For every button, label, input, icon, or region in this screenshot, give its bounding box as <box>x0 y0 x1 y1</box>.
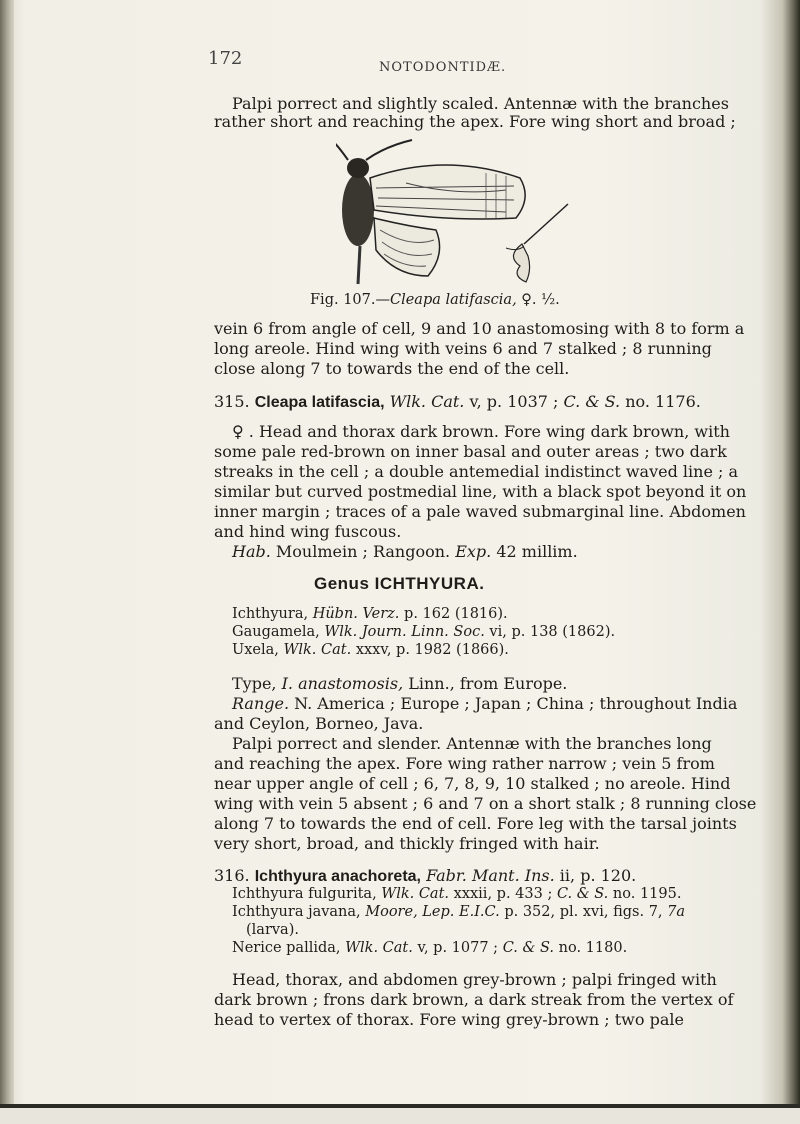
genus-desc-5: wing with vein 5 absent ; 6 and 7 on a short stalk ; 8 running close <box>214 794 757 813</box>
species-316-desc-3: head to vertex of thorax. Fore wing grey-brown ; two pale <box>214 1010 684 1029</box>
continuation-line-1: vein 6 from angle of cell, 9 and 10 anastomosing with 8 to form a <box>214 319 745 338</box>
genus-synonym-3: Uxela, Wlk. Cat. xxxv, p. 1982 (1866). <box>232 642 509 658</box>
species-315-desc-2: some pale red-brown on inner basal and outer areas ; two dark <box>214 442 727 461</box>
genus-synonym-1: Ichthyura, Hübn. Verz. p. 162 (1816). <box>232 606 508 622</box>
intro-line-2: rather short and reaching the apex. Fore wing short and broad ; <box>214 112 736 131</box>
species-316-desc-1: Head, thorax, and abdomen grey-brown ; palpi fringed with <box>232 970 717 989</box>
page-binding-shadow <box>0 0 14 1124</box>
genus-desc-4: near upper angle of cell ; 6, 7, 8, 9, 10 stalked ; no areole. Hind <box>214 774 731 793</box>
species-315-desc-3: streaks in the cell ; a double antemedial indistinct waved line ; a <box>214 462 739 481</box>
genus-heading: Genus ICHTHYURA. <box>314 574 485 593</box>
species-316-desc-2: dark brown ; frons dark brown, a dark streak from the vertex of <box>214 990 734 1009</box>
genus-desc-7: very short, broad, and thickly fringed with hair. <box>214 834 600 853</box>
continuation-line-2: long areole. Hind wing with veins 6 and 7 stalked ; 8 running <box>214 339 712 358</box>
species-315-desc-5: inner margin ; traces of a pale waved submarginal line. Abdomen <box>214 502 746 521</box>
intro-line-1: Palpi porrect and slightly scaled. Antennæ with the branches <box>232 94 729 113</box>
species-316-synonym-2-cont: (larva). <box>246 922 299 938</box>
moth-illustration <box>336 138 592 290</box>
genus-synonym-2: Gaugamela, Wlk. Journ. Linn. Soc. vi, p. 138 (1862). <box>232 624 616 640</box>
page-number: 172 <box>208 48 243 69</box>
species-315-entry: 315. Cleapa latifascia, Wlk. Cat. v, p. 1037 ; C. & S. no. 1176. <box>214 392 701 411</box>
genus-desc-6: along 7 to towards the end of cell. Fore leg with the tarsal joints <box>214 814 737 833</box>
genus-type: Type, I. anastomosis, Linn., from Europe. <box>232 674 568 693</box>
continuation-line-3: close along 7 to towards the end of the cell. <box>214 359 570 378</box>
species-315-desc-1: ♀ . Head and thorax dark brown. Fore wing dark brown, with <box>232 422 730 441</box>
species-316-name: Ichthyura anachoreta, <box>254 868 421 885</box>
genus-range: Range. N. America ; Europe ; Japan ; China ; throughout India <box>232 694 738 713</box>
species-316-entry: 316. Ichthyura anachoreta, Fabr. Mant. Ins. ii, p. 120. <box>214 866 637 885</box>
genus-desc-1: and Ceylon, Borneo, Java. <box>214 714 424 733</box>
species-315-name: Cleapa latifascia, <box>254 394 385 411</box>
species-316-synonym-2: Ichthyura javana, Moore, Lep. E.I.C. p. 352, pl. xvi, figs. 7, 7a <box>232 904 686 920</box>
genus-desc-2: Palpi porrect and slender. Antennæ with the branches long <box>232 734 712 753</box>
caption-species: Cleapa latifascia, <box>389 292 517 308</box>
species-315-desc-6: and hind wing fuscous. <box>214 522 402 541</box>
species-315-desc-4: similar but curved postmedial line, with a black spot beyond it on <box>214 482 747 501</box>
genus-desc-3: and reaching the apex. Fore wing rather narrow ; vein 5 from <box>214 754 715 773</box>
species-316-synonym-1: Ichthyura fulgurita, Wlk. Cat. xxxii, p. 433 ; C. & S. no. 1195. <box>232 886 682 902</box>
page-edge-shadow <box>782 0 800 1124</box>
species-315-habitat: Hab. Moulmein ; Rangoon. Exp. 42 millim. <box>232 542 578 561</box>
running-title: NOTODONTIDÆ. <box>379 60 507 75</box>
species-316-synonym-3: Nerice pallida, Wlk. Cat. v, p. 1077 ; C. & S. no. 1180. <box>232 940 628 956</box>
figure-caption: Fig. 107.—Cleapa latifascia, ♀. ½. <box>310 292 560 308</box>
bottom-margin <box>0 1108 800 1124</box>
